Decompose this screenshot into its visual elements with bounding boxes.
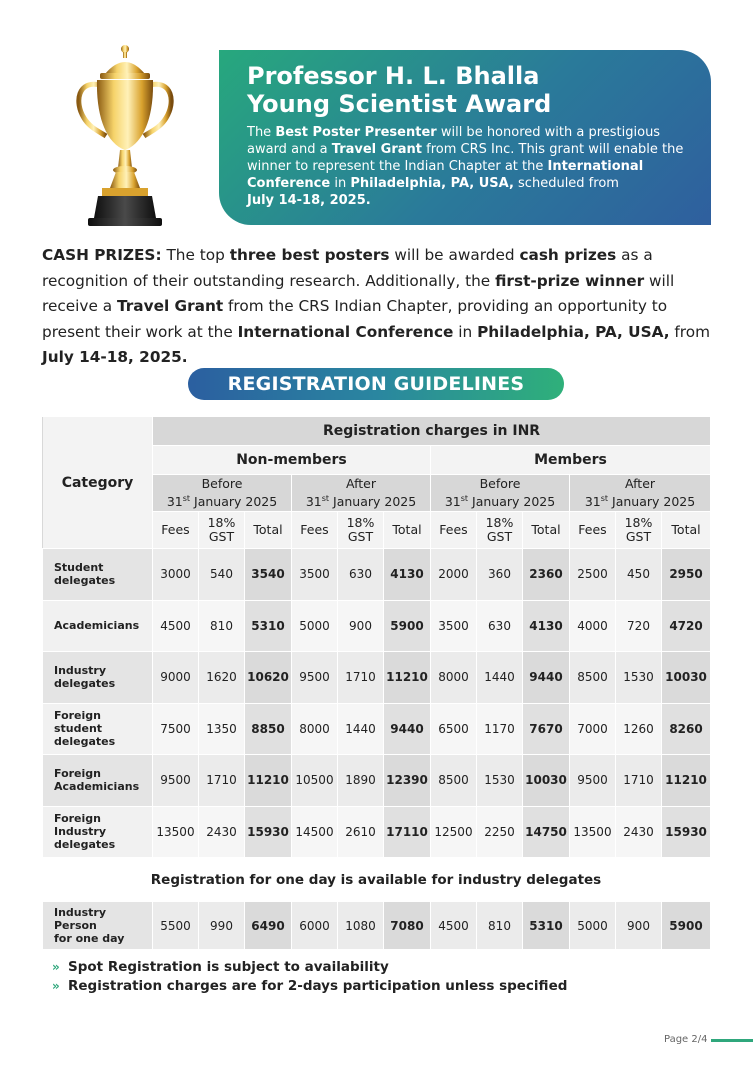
total-cell: 2950 bbox=[662, 549, 711, 601]
registration-charges-header: Registration charges in INR bbox=[153, 417, 711, 446]
note-text: Spot Registration is subject to availability bbox=[68, 959, 389, 975]
fees-cell: 8000 bbox=[292, 703, 338, 755]
gst-cell: 1350 bbox=[199, 703, 245, 755]
total-cell: 10620 bbox=[245, 652, 292, 704]
gst-cell: 720 bbox=[616, 600, 662, 652]
total-header: Total bbox=[245, 512, 292, 549]
fees-cell: 3000 bbox=[153, 549, 199, 601]
gst-cell: 2430 bbox=[616, 806, 662, 858]
total-cell: 11210 bbox=[245, 755, 292, 807]
gst-cell: 1530 bbox=[477, 755, 523, 807]
fees-cell: 10500 bbox=[292, 755, 338, 807]
fees-cell: 12500 bbox=[431, 806, 477, 858]
gst-cell: 630 bbox=[338, 549, 384, 601]
gst-cell: 1890 bbox=[338, 755, 384, 807]
fees-cell: 3500 bbox=[292, 549, 338, 601]
award-banner bbox=[219, 50, 711, 225]
fees-cell: 13500 bbox=[570, 806, 616, 858]
award-title-line: Professor H. L. Bhalla bbox=[247, 62, 540, 90]
fees-cell: 6000 bbox=[292, 902, 338, 950]
period-header: Before 31st January 2025 bbox=[153, 475, 292, 512]
total-cell: 4130 bbox=[384, 549, 431, 601]
total-cell: 11210 bbox=[662, 755, 711, 807]
table-row bbox=[43, 902, 711, 950]
registration-table bbox=[42, 416, 711, 858]
gst-cell: 360 bbox=[477, 549, 523, 601]
fees-cell: 2500 bbox=[570, 549, 616, 601]
gst-cell: 1170 bbox=[477, 703, 523, 755]
fees-cell: 5000 bbox=[570, 902, 616, 950]
one-day-table bbox=[42, 901, 711, 950]
footer-accent-line bbox=[711, 1039, 753, 1042]
total-cell: 9440 bbox=[523, 652, 570, 704]
fees-cell: 3500 bbox=[431, 600, 477, 652]
fees-cell: 9000 bbox=[153, 652, 199, 704]
table-row bbox=[43, 703, 711, 755]
total-cell: 5310 bbox=[245, 600, 292, 652]
gst-cell: 1530 bbox=[616, 652, 662, 704]
gst-header: 18% GST bbox=[477, 512, 523, 549]
fees-header: Fees bbox=[431, 512, 477, 549]
gst-cell: 540 bbox=[199, 549, 245, 601]
gst-cell: 630 bbox=[477, 600, 523, 652]
total-cell: 2360 bbox=[523, 549, 570, 601]
total-cell: 17110 bbox=[384, 806, 431, 858]
gst-cell: 2250 bbox=[477, 806, 523, 858]
table-row bbox=[43, 806, 711, 858]
cash-prizes-paragraph: CASH PRIZES: The top three best posters will be awarded cash prizes as a recognition of their outstanding research. Additionally, the first-prize winner will receive a Travel Grant from the CRS Indian Chapter, providing an opportunity to present their work at the International Conference in Philadelphia, PA, USA, from July 14-18, 2025. bbox=[42, 246, 710, 366]
table-row bbox=[43, 652, 711, 704]
award-title-line: Young Scientist Award bbox=[247, 90, 552, 118]
total-cell: 3540 bbox=[245, 549, 292, 601]
list-item bbox=[52, 958, 567, 977]
total-cell: 4130 bbox=[523, 600, 570, 652]
total-cell: 10030 bbox=[662, 652, 711, 704]
gst-header: 18% GST bbox=[616, 512, 662, 549]
list-item bbox=[52, 977, 567, 996]
category-cell: Academicians bbox=[43, 600, 153, 652]
gst-cell: 450 bbox=[616, 549, 662, 601]
fees-cell: 9500 bbox=[153, 755, 199, 807]
total-cell: 8850 bbox=[245, 703, 292, 755]
period-header: After 31st January 2025 bbox=[570, 475, 711, 512]
trophy-icon bbox=[70, 40, 180, 230]
fees-cell: 4500 bbox=[431, 902, 477, 950]
gst-cell: 1080 bbox=[338, 902, 384, 950]
fees-cell: 13500 bbox=[153, 806, 199, 858]
total-cell: 10030 bbox=[523, 755, 570, 807]
total-cell: 8260 bbox=[662, 703, 711, 755]
gst-cell: 2610 bbox=[338, 806, 384, 858]
total-cell: 11210 bbox=[384, 652, 431, 704]
category-cell: Industry Person for one day bbox=[43, 902, 153, 950]
fees-cell: 9500 bbox=[570, 755, 616, 807]
total-cell: 4720 bbox=[662, 600, 711, 652]
total-cell: 15930 bbox=[662, 806, 711, 858]
one-day-note: Registration for one day is available for industry delegates bbox=[150, 872, 602, 888]
gst-cell: 1710 bbox=[616, 755, 662, 807]
total-cell: 5900 bbox=[662, 902, 711, 950]
gst-cell: 900 bbox=[616, 902, 662, 950]
fees-cell: 6500 bbox=[431, 703, 477, 755]
chevron-right-icon: » bbox=[52, 979, 60, 993]
gst-cell: 1710 bbox=[338, 652, 384, 704]
gst-cell: 1710 bbox=[199, 755, 245, 807]
total-cell: 15930 bbox=[245, 806, 292, 858]
fees-cell: 8500 bbox=[431, 755, 477, 807]
fees-cell: 5000 bbox=[292, 600, 338, 652]
gst-header: 18% GST bbox=[338, 512, 384, 549]
gst-cell: 810 bbox=[477, 902, 523, 950]
table-row bbox=[43, 600, 711, 652]
total-cell: 7080 bbox=[384, 902, 431, 950]
fees-cell: 9500 bbox=[292, 652, 338, 704]
table-row bbox=[43, 549, 711, 601]
total-header: Total bbox=[523, 512, 570, 549]
gst-cell: 1260 bbox=[616, 703, 662, 755]
total-cell: 9440 bbox=[384, 703, 431, 755]
fees-header: Fees bbox=[153, 512, 199, 549]
category-cell: Foreign Industry delegates bbox=[43, 806, 153, 858]
members-header: Members bbox=[431, 446, 711, 475]
gst-header: 18% GST bbox=[199, 512, 245, 549]
registration-table-body bbox=[43, 549, 711, 858]
chevron-right-icon: » bbox=[52, 960, 60, 974]
total-cell: 5900 bbox=[384, 600, 431, 652]
page-number: Page 2/4 bbox=[664, 1034, 708, 1045]
fees-cell: 8500 bbox=[570, 652, 616, 704]
gst-cell: 1620 bbox=[199, 652, 245, 704]
fees-cell: 5500 bbox=[153, 902, 199, 950]
gst-cell: 990 bbox=[199, 902, 245, 950]
fees-header: Fees bbox=[292, 512, 338, 549]
period-header: After 31st January 2025 bbox=[292, 475, 431, 512]
total-header: Total bbox=[384, 512, 431, 549]
fees-cell: 7500 bbox=[153, 703, 199, 755]
total-cell: 14750 bbox=[523, 806, 570, 858]
notes-list bbox=[52, 958, 567, 996]
non-members-header: Non-members bbox=[153, 446, 431, 475]
period-header: Before 31st January 2025 bbox=[431, 475, 570, 512]
total-header: Total bbox=[662, 512, 711, 549]
category-cell: Industry delegates bbox=[43, 652, 153, 704]
total-cell: 7670 bbox=[523, 703, 570, 755]
registration-guidelines-title: REGISTRATION GUIDELINES bbox=[188, 368, 564, 400]
note-text: Registration charges are for 2-days participation unless specified bbox=[68, 978, 568, 994]
total-cell: 12390 bbox=[384, 755, 431, 807]
fees-header: Fees bbox=[570, 512, 616, 549]
fees-cell: 8000 bbox=[431, 652, 477, 704]
fees-cell: 4500 bbox=[153, 600, 199, 652]
table-row bbox=[43, 755, 711, 807]
total-cell: 6490 bbox=[245, 902, 292, 950]
fees-cell: 2000 bbox=[431, 549, 477, 601]
fees-cell: 4000 bbox=[570, 600, 616, 652]
award-title bbox=[247, 62, 685, 118]
gst-cell: 1440 bbox=[477, 652, 523, 704]
category-cell: Student delegates bbox=[43, 549, 153, 601]
total-cell: 5310 bbox=[523, 902, 570, 950]
award-description: The Best Poster Presenter will be honored with a prestigious award and a Travel Grant from CRS Inc. This grant will enable the winner to represent the Indian Chapter at the International Conference in Philadelphia, PA, USA, scheduled from July 14-18, 2025. bbox=[247, 125, 684, 208]
category-header: Category bbox=[43, 417, 153, 549]
category-cell: Foreign Academicians bbox=[43, 755, 153, 807]
fees-cell: 7000 bbox=[570, 703, 616, 755]
gst-cell: 1440 bbox=[338, 703, 384, 755]
gst-cell: 2430 bbox=[199, 806, 245, 858]
gst-cell: 900 bbox=[338, 600, 384, 652]
fees-cell: 14500 bbox=[292, 806, 338, 858]
category-cell: Foreign student delegates bbox=[43, 703, 153, 755]
gst-cell: 810 bbox=[199, 600, 245, 652]
